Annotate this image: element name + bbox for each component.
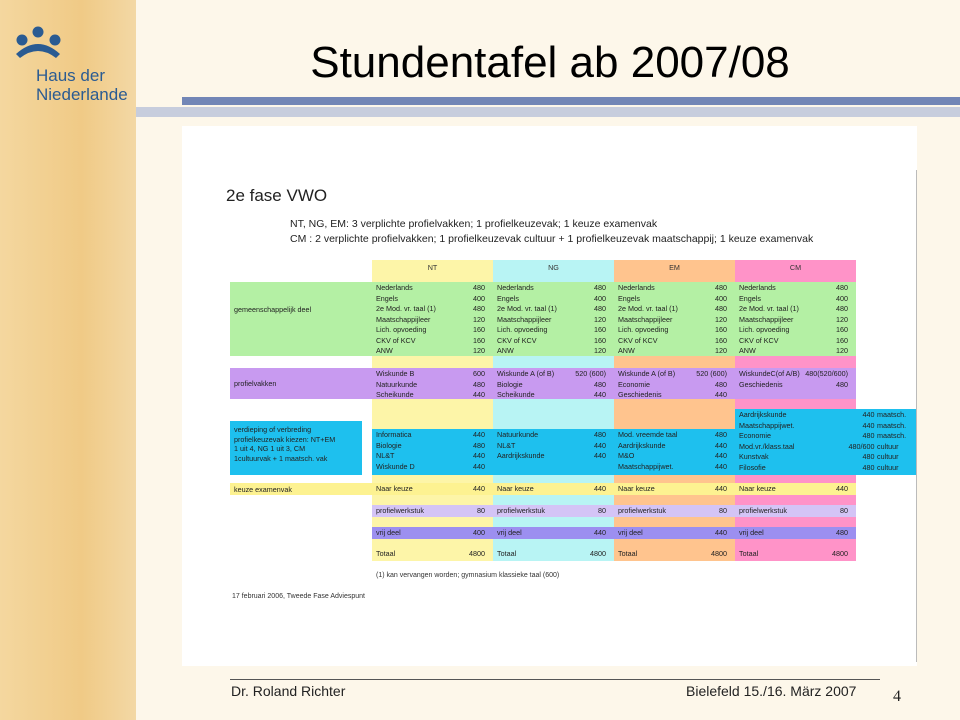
column-header-label: NT bbox=[427, 263, 438, 272]
keuzevak-row: Aardrijkskunde 440 bbox=[618, 440, 727, 450]
keuze-row: Naar keuze 440 bbox=[497, 484, 606, 493]
common-row: Maatschappijleer 120 bbox=[618, 314, 727, 324]
totaal-row: Totaal 4800 bbox=[739, 549, 848, 558]
doc-source: 17 februari 2006, Tweede Fase Adviespunt bbox=[232, 593, 365, 600]
column-header-label: NG bbox=[548, 263, 559, 272]
doc-subtitle-2: CM : 2 verplichte profielvakken; 1 profielkeuzevak cultuur + 1 profielkeuzevak maatschappij; 1 keuze examenvak bbox=[290, 233, 814, 245]
spacer3-em bbox=[614, 475, 735, 483]
document-edge bbox=[916, 170, 917, 662]
column-header-label: CM bbox=[789, 263, 802, 272]
spacer4-nt bbox=[372, 495, 493, 505]
profiel-row: WiskundeC(of A/B) 480(520/600) bbox=[739, 369, 848, 378]
common-row: CKV of KCV 160 bbox=[497, 335, 606, 345]
spacer2-nt bbox=[372, 399, 493, 429]
common-row: Lich. opvoeding 160 bbox=[376, 325, 485, 334]
totaal-row: Totaal 4800 bbox=[618, 549, 727, 558]
pws-row: profielwerkstuk 80 bbox=[739, 506, 848, 515]
keuzevak-row: Natuurkunde 480 bbox=[497, 430, 606, 439]
label-gemeenschappelijk: gemeenschappelijk deel bbox=[234, 305, 312, 314]
common-row: 2e Mod. vr. taal (1) 480 bbox=[376, 304, 485, 313]
common-row: Maatschappijleer 120 bbox=[739, 314, 848, 324]
common-row: 2e Mod. vr. taal (1) 480 bbox=[739, 304, 848, 313]
keuzevak-row: Maatschappijwet. 440 bbox=[618, 461, 727, 471]
spacer-nt bbox=[372, 356, 493, 368]
profiel-row: Economie 480 bbox=[618, 379, 727, 389]
label-keuze: keuze examenvak bbox=[234, 485, 292, 494]
spacer5-em bbox=[614, 517, 735, 527]
common-row: Nederlands 480 bbox=[376, 283, 485, 292]
keuzevak-row: Informatica 440 bbox=[376, 430, 485, 439]
common-row: Maatschappijleer 120 bbox=[376, 314, 485, 324]
profiel-row: Geschiedenis 440 bbox=[618, 390, 727, 399]
title-rule bbox=[182, 97, 960, 105]
common-row: Lich. opvoeding 160 bbox=[497, 325, 606, 334]
spacer5-nt bbox=[372, 517, 493, 527]
spacer-ng bbox=[493, 356, 614, 368]
pws-row: profielwerkstuk 80 bbox=[497, 506, 606, 515]
label-verdieping: 1cultuurvak + 1 maatsch. vak bbox=[234, 453, 328, 463]
keuzevak-row: Filosofie 480 cultuur bbox=[739, 462, 899, 472]
common-row: Maatschappijleer 120 bbox=[497, 314, 606, 324]
common-row: ANW 120 bbox=[618, 346, 727, 355]
spacer3-nt bbox=[372, 475, 493, 483]
common-label-band bbox=[230, 282, 372, 356]
page-number: 4 bbox=[893, 688, 901, 705]
keuze-row: Naar keuze 440 bbox=[618, 484, 727, 493]
keuzevak-row: Aardrijkskunde 440 maatsch. bbox=[739, 410, 907, 419]
spacer4-ng bbox=[493, 495, 614, 505]
label-verdieping: verdieping of verbreding bbox=[234, 425, 312, 434]
keuzevak-row: Mod. vreemde taal 480 bbox=[618, 430, 727, 439]
common-row: Engels 400 bbox=[497, 293, 606, 303]
logo-text bbox=[36, 66, 128, 104]
column-header-label: EM bbox=[669, 263, 680, 272]
spacer6-ng bbox=[493, 539, 614, 547]
common-row: Engels 400 bbox=[376, 293, 485, 303]
spacer2-em bbox=[614, 399, 735, 429]
spacer3-cm bbox=[735, 475, 856, 483]
profiel-row: Wiskunde A (of B) 520 (600) bbox=[497, 369, 606, 378]
common-row: 2e Mod. vr. taal (1) 480 bbox=[497, 304, 606, 313]
spacer6-nt bbox=[372, 539, 493, 547]
profiel-row: Biologie 480 bbox=[497, 379, 606, 389]
profiel-row: Wiskunde B 600 bbox=[376, 369, 485, 378]
common-row: Nederlands 480 bbox=[739, 283, 848, 292]
common-row: 2e Mod. vr. taal (1) 480 bbox=[618, 304, 727, 313]
spacer5-ng bbox=[493, 517, 614, 527]
vrij-row: vrij deel 440 bbox=[618, 528, 727, 537]
keuzevak-row: Biologie 480 bbox=[376, 440, 485, 450]
doc-footnote: (1) kan vervangen worden; gymnasium klassieke taal (600) bbox=[376, 572, 560, 579]
keuzevak-row: Economie 480 maatsch. bbox=[739, 431, 907, 440]
pws-row: profielwerkstuk 80 bbox=[376, 506, 485, 515]
profiel-row: Scheikunde 440 bbox=[376, 390, 485, 399]
profiel-row: Natuurkunde 480 bbox=[376, 379, 485, 389]
keuzevak-row: Maatschappijwet. 440 maatsch. bbox=[739, 420, 907, 430]
keuzevak-row: Aardrijkskunde 440 bbox=[497, 451, 606, 460]
common-row: CKV of KCV 160 bbox=[739, 335, 848, 345]
common-row: Lich. opvoeding 160 bbox=[618, 325, 727, 334]
spacer-em bbox=[614, 356, 735, 368]
vrij-row: vrij deel 480 bbox=[739, 528, 848, 537]
totaal-row: Totaal 4800 bbox=[376, 549, 485, 558]
spacer6-cm bbox=[735, 539, 856, 547]
keuzevak-row: NL&T 440 bbox=[497, 440, 606, 450]
common-row: Engels 400 bbox=[618, 293, 727, 303]
common-row: ANW 120 bbox=[497, 346, 606, 355]
vrij-row: vrij deel 400 bbox=[376, 528, 485, 537]
common-row: ANW 120 bbox=[376, 346, 485, 355]
logo-line-1: Haus der bbox=[36, 66, 105, 85]
spacer-cm bbox=[735, 356, 856, 368]
logo-line-2: Niederlande bbox=[36, 85, 128, 104]
common-row: Engels 400 bbox=[739, 293, 848, 303]
vrij-row: vrij deel 440 bbox=[497, 528, 606, 537]
common-row: Nederlands 480 bbox=[497, 283, 606, 292]
label-profielvakken: profielvakken bbox=[234, 379, 277, 388]
pws-row: profielwerkstuk 80 bbox=[618, 506, 727, 515]
common-row: CKV of KCV 160 bbox=[376, 335, 485, 345]
profiel-row: Wiskunde A (of B) 520 (600) bbox=[618, 369, 727, 378]
profiel-row: Geschiedenis 480 bbox=[739, 379, 848, 389]
keuzevak-row: NL&T 440 bbox=[376, 451, 485, 460]
title-rule-shadow bbox=[136, 107, 960, 117]
footer-author: Dr. Roland Richter bbox=[231, 683, 346, 699]
label-verdieping: profielkeuzevak kiezen: NT+EM bbox=[234, 434, 336, 444]
keuze-row: Naar keuze 440 bbox=[739, 484, 848, 493]
spacer4-cm bbox=[735, 495, 856, 505]
label-verdieping: 1 uit 4, NG 1 uit 3, CM bbox=[234, 444, 306, 453]
keuzevak-row: Kunstvak 480 cultuur bbox=[739, 452, 899, 461]
spacer2-ng bbox=[493, 399, 614, 429]
spacer5-cm bbox=[735, 517, 856, 527]
common-row: Nederlands 480 bbox=[618, 283, 727, 292]
common-row: CKV of KCV 160 bbox=[618, 335, 727, 345]
totaal-row: Totaal 4800 bbox=[497, 549, 606, 558]
footer-rule bbox=[230, 679, 880, 680]
slide-title: Stundentafel ab 2007/08 bbox=[310, 38, 790, 87]
footer-event: Bielefeld 15./16. März 2007 bbox=[686, 683, 857, 699]
spacer4-em bbox=[614, 495, 735, 505]
keuzevak-row: Mod.vr./klass.taal 480/600 cultuur bbox=[739, 441, 899, 451]
common-row: ANW 120 bbox=[739, 346, 848, 355]
profiel-row: Scheikunde 440 bbox=[497, 390, 606, 399]
common-row: Lich. opvoeding 160 bbox=[739, 325, 848, 334]
doc-heading: 2e fase VWO bbox=[226, 186, 328, 205]
keuze-row: Naar keuze 440 bbox=[376, 484, 485, 493]
doc-subtitle-1: NT, NG, EM: 3 verplichte profielvakken; 1 profielkeuzevak; 1 keuze examenvak bbox=[290, 218, 658, 230]
spacer3-ng bbox=[493, 475, 614, 483]
keuzevak-row: M&O 440 bbox=[618, 451, 727, 460]
spacer6-em bbox=[614, 539, 735, 547]
keuzevak-row: Wiskunde D 440 bbox=[376, 461, 485, 471]
